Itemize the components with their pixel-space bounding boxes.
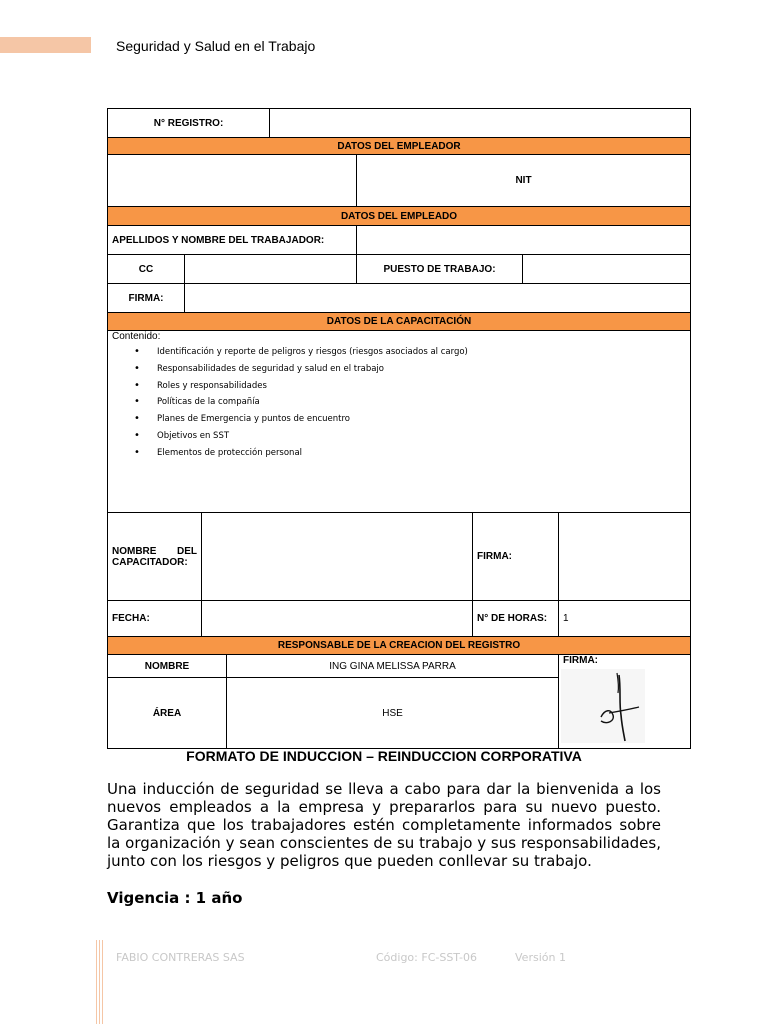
horas-field[interactable]: 1 [559, 601, 691, 637]
responsable-firma-cell [559, 655, 691, 749]
capacitador-firma-label: FIRMA: [473, 513, 559, 601]
description-paragraph: Una inducción de seguridad se lleva a cabo para dar la bienvenida a los nuevos empleados a la empresa y prepararlos para su nuevo puesto. Garantiza que los trabajadores estén completamente informados sobre la organización y sean conscientes de su trabajo y sus responsabilidades, junto con los riesgos y peligros que pueden conllevar su trabajo. [107, 780, 661, 870]
contenido-list [108, 344, 468, 462]
capacitador-firma-field[interactable] [559, 513, 691, 601]
signature-image [561, 669, 645, 746]
bullet-icon: • [134, 396, 140, 408]
validity-text: Vigencia : 1 año [107, 889, 243, 907]
cc-field[interactable] [185, 255, 357, 284]
empleador-table [107, 137, 691, 207]
registro-label: N° REGISTRO: [108, 109, 270, 138]
empleador-name-field[interactable] [108, 155, 357, 207]
document-title: FORMATO DE INDUCCION – REINDUCCION CORPORATIVA [186, 748, 582, 764]
nit-label: NIT [357, 155, 691, 207]
bullet-icon: • [134, 379, 140, 391]
footer-version: Versión 1 [515, 951, 566, 964]
signature-icon [561, 669, 645, 743]
capacitador-table [107, 512, 691, 637]
section-header-empleador: DATOS DEL EMPLEADOR [108, 138, 691, 155]
capacitacion-header-table [107, 312, 691, 331]
footer-divider [96, 940, 97, 1024]
contenido-box [107, 330, 691, 512]
footer-divider [99, 940, 100, 1024]
footer-code: Código: FC-SST-06 [376, 951, 477, 964]
header-accent-bar [0, 37, 91, 53]
capacitador-label: NOMBRE DEL CAPACITADOR: [108, 513, 202, 601]
fecha-field[interactable] [202, 601, 473, 637]
registro-field[interactable] [270, 109, 691, 138]
apellidos-field[interactable] [357, 226, 691, 255]
responsable-firma-label: FIRMA: [563, 655, 598, 666]
nombre-label: NOMBRE [108, 655, 227, 678]
contenido-label: Contenido: [112, 331, 161, 342]
responsable-table [107, 636, 691, 749]
section-header-capacitacion: DATOS DE LA CAPACITACIÓN [108, 313, 691, 331]
page-header-title: Seguridad y Salud en el Trabajo [116, 38, 316, 54]
list-item: • Políticas de la compañía [108, 394, 468, 411]
cc-puesto-table [107, 254, 691, 284]
bullet-icon: • [134, 429, 140, 441]
fecha-label: FECHA: [108, 601, 202, 637]
puesto-field[interactable] [523, 255, 691, 284]
list-item: • Responsabilidades de seguridad y salud en el trabajo [108, 361, 468, 378]
list-item: • Elementos de protección personal [108, 445, 468, 462]
registro-table [107, 108, 691, 138]
bullet-icon: • [134, 446, 140, 458]
empleado-table [107, 206, 691, 255]
bullet-icon: • [134, 362, 140, 374]
apellidos-label: APELLIDOS Y NOMBRE DEL TRABAJADOR: [108, 226, 357, 255]
area-value: HSE [227, 678, 559, 749]
list-item: • Identificación y reporte de peligros y riesgos (riesgos asociados al cargo) [108, 344, 468, 361]
bullet-icon: • [134, 413, 140, 425]
capacitador-field[interactable] [202, 513, 473, 601]
area-label: ÁREA [108, 678, 227, 749]
nombre-value: ING GINA MELISSA PARRA [227, 655, 559, 678]
list-item: • Objetivos en SST [108, 428, 468, 445]
list-item: • Roles y responsabilidades [108, 378, 468, 395]
section-header-empleado: DATOS DEL EMPLEADO [108, 207, 691, 226]
footer-company: FABIO CONTRERAS SAS [116, 951, 245, 964]
firma-label: FIRMA: [108, 284, 185, 313]
list-item: • Planes de Emergencia y puntos de encuentro [108, 411, 468, 428]
bullet-icon: • [134, 346, 140, 357]
horas-label: N° DE HORAS: [473, 601, 559, 637]
section-header-responsable: RESPONSABLE DE LA CREACION DEL REGISTRO [108, 637, 691, 655]
puesto-label: PUESTO DE TRABAJO: [357, 255, 523, 284]
firma-field[interactable] [185, 284, 691, 313]
firma-empleado-table [107, 283, 691, 313]
footer-divider [102, 940, 103, 1024]
cc-label: CC [108, 255, 185, 284]
